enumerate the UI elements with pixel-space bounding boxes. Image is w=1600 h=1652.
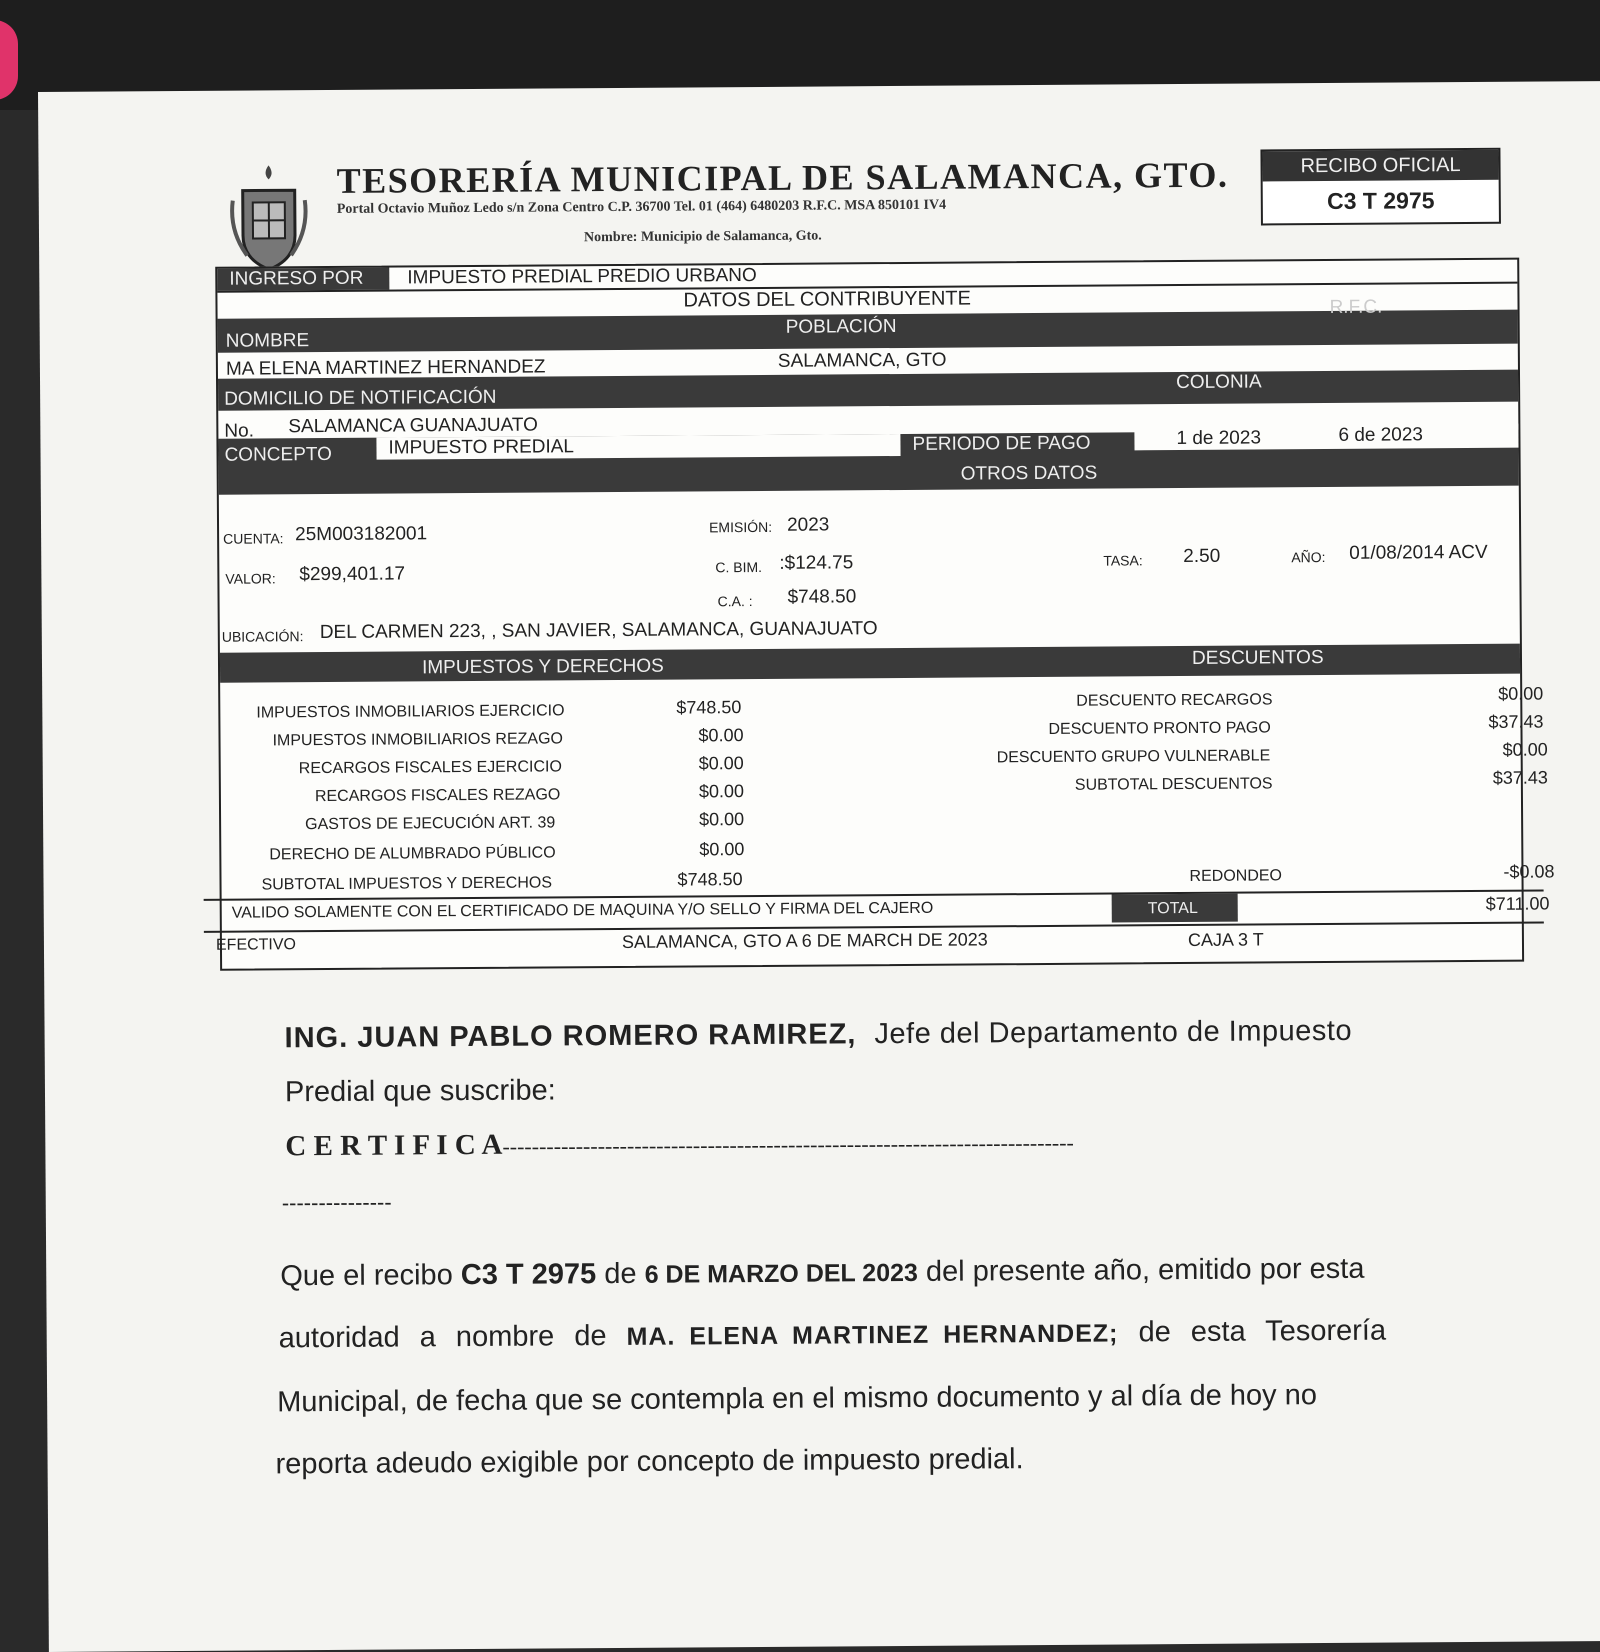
impuesto-row-label: RECARGOS FISCALES EJERCICIO: [298, 758, 562, 778]
ano-value: 01/08/2014 ACV: [1349, 541, 1488, 564]
treasury-name-line: Nombre: Municipio de Salamanca, Gto.: [583, 228, 822, 246]
concepto-label: CONCEPTO: [224, 443, 332, 466]
impuesto-row-value: $748.50: [676, 697, 742, 718]
redondeo-label: REDONDEO: [1189, 867, 1283, 885]
ca-value: $748.50: [787, 586, 857, 608]
periodo-from: 1 de 2023: [1176, 427, 1262, 450]
impuesto-subtotal-value: $748.50: [677, 869, 743, 890]
poblacion-value: SALAMANCA, GTO: [777, 349, 947, 372]
impuesto-row-label: DERECHO DE ALUMBRADO PÚBLICO: [269, 844, 556, 864]
descuento-subtotal-label: SUBTOTAL DESCUENTOS: [1074, 775, 1273, 794]
redondeo-value: -$0.08: [1503, 861, 1555, 882]
impuesto-row-value: $0.00: [698, 781, 745, 802]
payment-method: EFECTIVO: [215, 936, 297, 954]
impuesto-row-label: GASTOS DE EJECUCIÓN ART. 39: [305, 814, 556, 834]
total-label: TOTAL: [1147, 899, 1198, 918]
receipt-form: [215, 258, 1555, 971]
periodo-to: 6 de 2023: [1338, 424, 1424, 446]
concepto-value: IMPUESTO PREDIAL: [376, 434, 900, 460]
emision-value: 2023: [786, 514, 830, 536]
ano-label: AÑO:: [1291, 549, 1326, 566]
impuesto-row-value: $0.00: [698, 725, 744, 746]
impuestos-descuentos-bar: [220, 644, 1520, 683]
descuento-row-label: DESCUENTO RECARGOS: [1076, 691, 1273, 710]
descuento-row-value: $0.00: [1498, 683, 1544, 704]
certifica-word: C E R T I F I C A: [285, 1128, 503, 1163]
impuestos-heading: IMPUESTOS Y DERECHOS: [421, 655, 664, 679]
colonia-label: COLONIA: [1175, 371, 1262, 394]
impuesto-row-label: IMPUESTOS INMOBILIARIOS EJERCICIO: [256, 702, 565, 722]
total-value: $711.00: [1485, 893, 1550, 914]
total-label-bar: [1112, 894, 1238, 923]
certificate-paragraph-line-1: Que el recibo C3 T 2975 de 6 DE MARZO DEL 2023 del presente año, emitido por esta: [280, 1252, 1365, 1293]
descuentos-heading: DESCUENTOS: [1191, 647, 1324, 669]
impuesto-row-value: $0.00: [698, 753, 744, 774]
caja-label: CAJA 3 T: [1187, 929, 1264, 950]
place-date: SALAMANCA, GTO A 6 DE MARCH DE 2023: [621, 929, 988, 952]
validity-note: VALIDO SOLAMENTE CON EL CERTIFICADO DE MAQUINA Y/O SELLO Y FIRMA DEL CAJERO: [231, 899, 934, 922]
emision-label: EMISIÓN:: [708, 518, 773, 536]
cuenta-label: CUENTA:: [223, 530, 284, 547]
nombre-label: NOMBRE: [225, 330, 310, 352]
valor-value: $299,401.17: [299, 563, 406, 586]
certifica-dashes: ------------------------------------------------------------------------------: [502, 1129, 1074, 1159]
tasa-label: TASA:: [1103, 552, 1143, 569]
descuento-row-value: $37.43: [1488, 711, 1544, 732]
document-page: [38, 81, 1600, 1652]
receipt-box: [1260, 148, 1501, 226]
municipal-emblem-icon: [228, 160, 309, 276]
certifica-dashes-continued: ---------------: [281, 1189, 392, 1216]
certificate-line-1: [285, 1015, 1353, 1055]
signer-title: Jefe del Departamento de Impuesto: [874, 1014, 1353, 1051]
signer-name: ING. JUAN PABLO ROMERO RAMIREZ,: [284, 1018, 857, 1055]
impuesto-subtotal-label: SUBTOTAL IMPUESTOS Y DERECHOS: [261, 874, 553, 894]
rfc-label: R.F.C.: [1329, 296, 1383, 318]
impuesto-row-value: $0.00: [699, 839, 745, 860]
periodo-values: [1134, 424, 1518, 451]
periodo-label: PERIODO DE PAGO: [912, 432, 1091, 455]
no-label: No.: [224, 420, 255, 442]
receipt-label: RECIBO OFICIAL: [1262, 150, 1498, 182]
domicilio-value: SALAMANCA GUANAJUATO: [288, 414, 538, 438]
nombre-value: MA ELENA MARTINEZ HERNANDEZ: [225, 356, 546, 380]
otros-datos-heading: OTROS DATOS: [960, 462, 1098, 485]
ubicacion-label: UBICACIÓN:: [221, 628, 304, 645]
cuenta-value: 25M003182001: [295, 523, 428, 546]
ingreso-por-label: INGRESO POR: [217, 268, 389, 291]
ca-label: C.A. :: [717, 593, 753, 610]
descuento-subtotal-value: $37.43: [1492, 767, 1548, 788]
cbim-value: :$124.75: [779, 552, 854, 574]
valor-label: VALOR:: [225, 570, 276, 587]
tasa-value: 2.50: [1183, 545, 1221, 568]
receipt-number: C3 T 2975: [1326, 187, 1435, 215]
poblacion-label: POBLACIÓN: [785, 316, 897, 338]
certificate-paragraph-line-3: Municipal, de fecha que se contempla en el mismo documento y al día de hoy no: [277, 1379, 1318, 1419]
treasury-title: TESORERÍA MUNICIPAL DE SALAMANCA, GTO.: [336, 154, 1229, 201]
descuento-row-value: $0.00: [1502, 739, 1548, 760]
ingreso-por-value: IMPUESTO PREDIAL PREDIO URBANO: [407, 264, 757, 289]
impuesto-row-value: $0.00: [699, 809, 745, 830]
cbim-label: C. BIM.: [715, 558, 763, 576]
certifica-heading: [285, 1125, 1074, 1164]
certificate-line-2: Predial que suscribe:: [284, 1074, 556, 1109]
descuento-row-label: DESCUENTO PRONTO PAGO: [1048, 719, 1271, 738]
impuesto-row-label: IMPUESTOS INMOBILIARIOS REZAGO: [272, 730, 564, 750]
impuesto-row-label: RECARGOS FISCALES REZAGO: [314, 786, 561, 806]
ubicacion-value: DEL CARMEN 223, , SAN JAVIER, SALAMANCA, GUANAJUATO: [319, 618, 878, 644]
domicilio-label: DOMICILIO DE NOTIFICACIÓN: [224, 386, 497, 410]
treasury-address: Portal Octavio Muñoz Ledo s/n Zona Centro C.P. 36700 Tel. 01 (464) 6480203 R.F.C. MSA 850101 IV4: [336, 197, 947, 217]
descuento-row-label: DESCUENTO GRUPO VULNERABLE: [996, 747, 1271, 767]
certificate-paragraph-line-2: autoridad a nombre de MA. ELENA MARTINEZ HERNANDEZ; de esta Tesorería: [278, 1314, 1387, 1355]
certificate-paragraph-line-4: reporta adeudo exigible por concepto de impuesto predial.: [275, 1443, 1024, 1481]
datos-contribuyente-heading: DATOS DEL CONTRIBUYENTE: [683, 287, 971, 312]
